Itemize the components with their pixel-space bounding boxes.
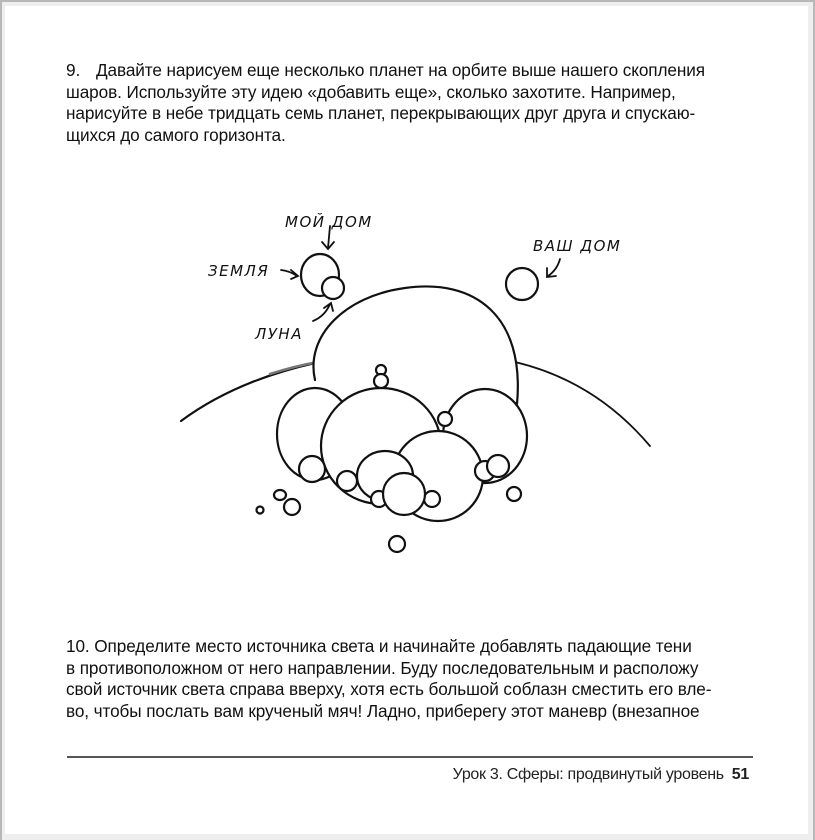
horizon-arc-left-pencil xyxy=(270,362,318,374)
sphere-front xyxy=(383,473,425,515)
paragraph-line: нарисуйте в небе тридцать семь планет, перекрывающих друг друга и спускаю- xyxy=(66,103,696,123)
paragraph-line: свой источник света справа вверху, хотя есть большой соблазн сместить его вле- xyxy=(66,679,712,699)
small-ball xyxy=(299,456,325,482)
paragraph-line: во, чтобы послать вам крученый мяч! Ладно, приберегу этот маневр (внезапное xyxy=(66,700,700,721)
footer-divider xyxy=(67,756,753,758)
scatter-ball xyxy=(284,499,300,515)
small-ball xyxy=(487,455,509,477)
moon xyxy=(322,277,344,299)
scatter-ball xyxy=(257,507,264,514)
running-title: Урок 3. Сферы: продвинутый уровень xyxy=(452,766,724,783)
label-my-home: МОЙ ДОМ xyxy=(285,213,373,231)
arrow-moon xyxy=(313,303,333,321)
step-number: 9. xyxy=(66,60,81,80)
scatter-ball xyxy=(274,490,286,500)
small-ball-mid xyxy=(438,412,452,426)
paragraph-line: шаров. Используйте эту идею «добавить еще», сколько захотите. Например, xyxy=(66,81,676,102)
small-ball xyxy=(424,491,440,507)
arrow-earth xyxy=(281,270,298,279)
paragraph-line: щихся до самого горизонта. xyxy=(66,124,286,145)
your-home-planet xyxy=(506,268,538,300)
label-earth: ЗЕМЛЯ xyxy=(208,262,270,280)
small-ball xyxy=(374,374,388,388)
book-page xyxy=(5,6,808,834)
page-number: 51 xyxy=(731,766,749,783)
paragraph-line: 10. Определите место источника света и начинайте добавлять падающие тени xyxy=(66,636,692,656)
page-footer xyxy=(453,766,749,784)
small-ball xyxy=(337,471,357,491)
paragraph-line: 9. Давайте нарисуем еще несколько планет на орбите выше нашего скопления xyxy=(66,60,705,80)
paragraph-line: в противоположном от него направлении. Буду последовательным и расположу xyxy=(66,657,699,678)
horizon-arc-right xyxy=(515,362,650,446)
paragraph-step-10 xyxy=(66,636,756,722)
big-planet xyxy=(313,286,517,404)
arrow-your-home xyxy=(547,259,560,277)
label-your-home: ВАШ ДОМ xyxy=(533,237,622,255)
step-number: 10. xyxy=(66,636,90,656)
scatter-ball xyxy=(507,487,521,501)
scatter-ball xyxy=(389,536,405,552)
label-moon: ЛУНА xyxy=(255,325,303,343)
